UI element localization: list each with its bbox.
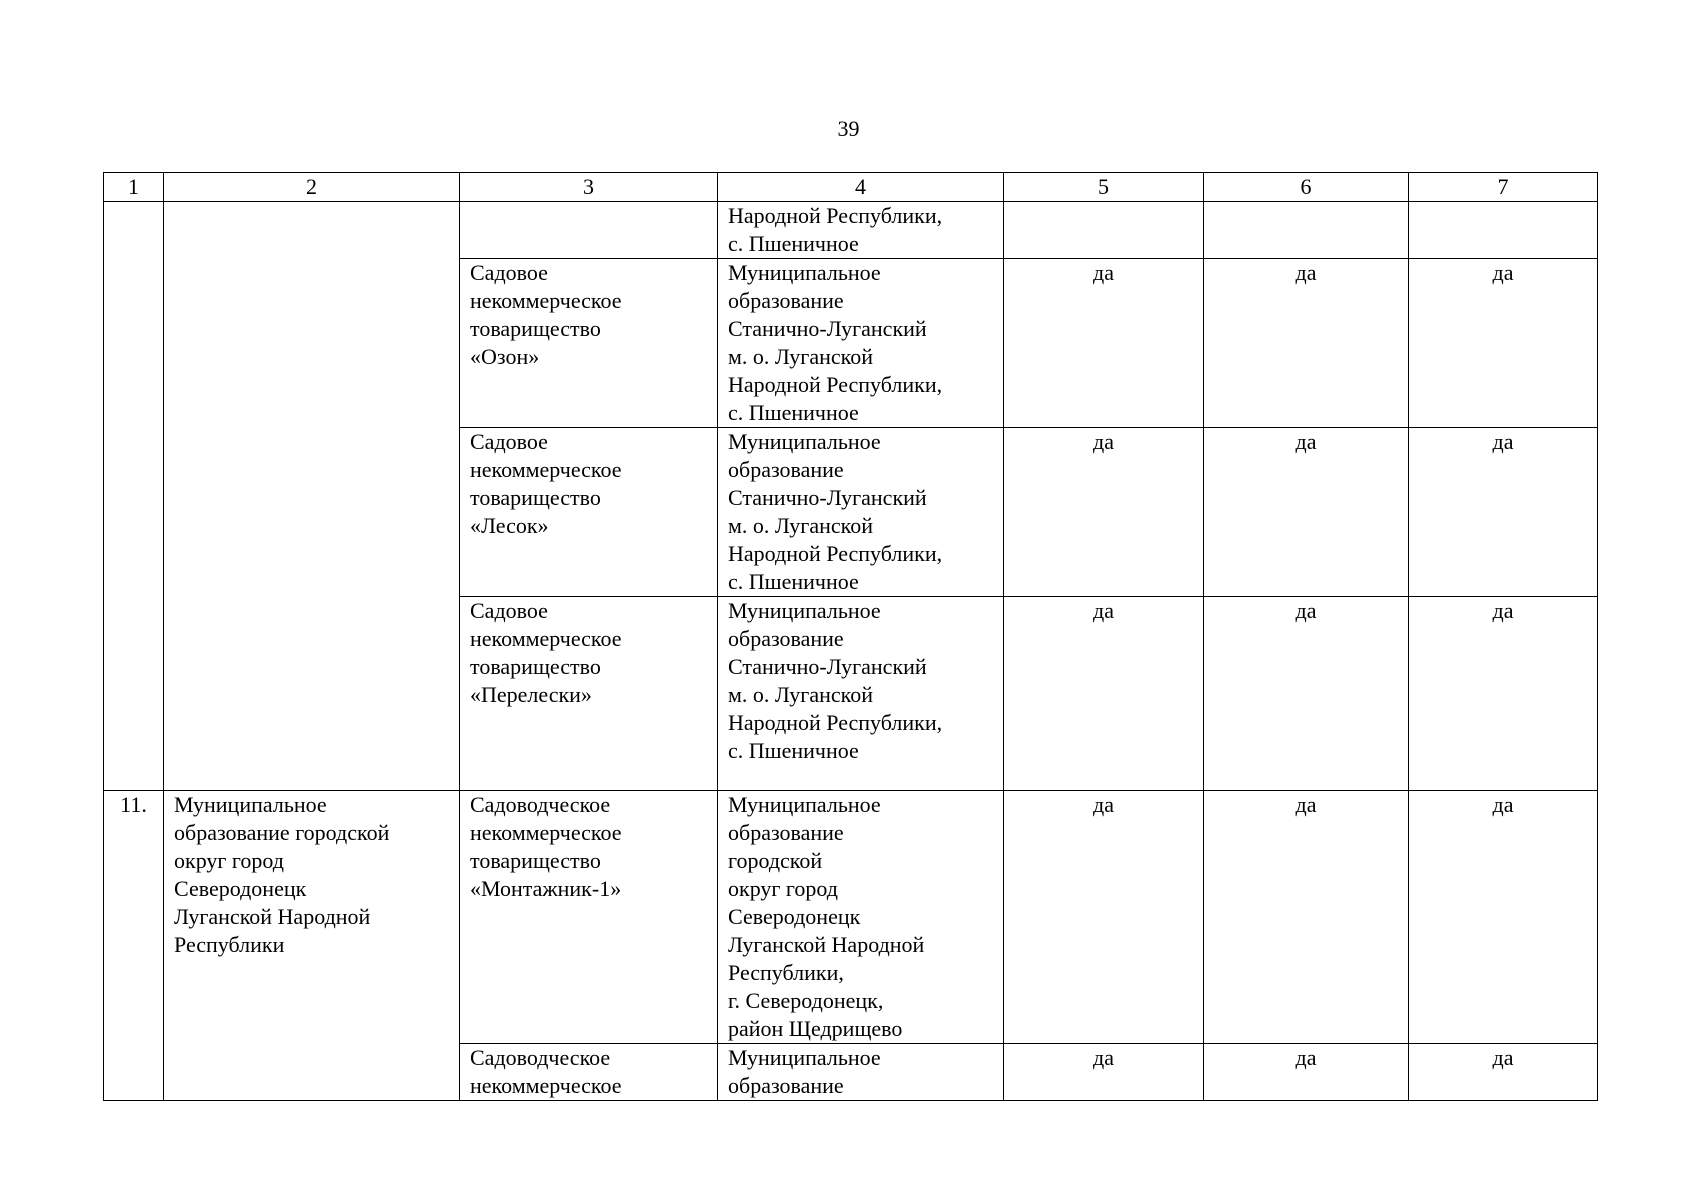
column-5-cell: да bbox=[1004, 259, 1204, 428]
number-cell-continued bbox=[104, 202, 164, 791]
column-7-cell bbox=[1409, 202, 1598, 259]
organization-cell bbox=[460, 202, 718, 259]
column-6-cell: да bbox=[1204, 597, 1409, 791]
table-row bbox=[104, 202, 1598, 259]
column-7-cell: да bbox=[1409, 428, 1598, 597]
column-7-cell: да bbox=[1409, 791, 1598, 1044]
column-number-1: 1 bbox=[104, 173, 164, 202]
organization-cell: Садовое некоммерческое товарищество «Перелески» bbox=[460, 597, 718, 791]
address-cell: Муниципальное образование Станично-Луганский м. о. Луганской Народной Республики, с. Пшеничное bbox=[718, 259, 1004, 428]
column-7-cell: да bbox=[1409, 597, 1598, 791]
column-5-cell bbox=[1004, 202, 1204, 259]
column-number-4: 4 bbox=[718, 173, 1004, 202]
column-6-cell bbox=[1204, 202, 1409, 259]
column-7-cell: да bbox=[1409, 1044, 1598, 1101]
column-5-cell: да bbox=[1004, 597, 1204, 791]
municipality-cell-continued bbox=[164, 202, 460, 791]
organization-cell: Садоводческое некоммерческое bbox=[460, 1044, 718, 1101]
column-number-6: 6 bbox=[1204, 173, 1409, 202]
column-5-cell: да bbox=[1004, 1044, 1204, 1101]
column-6-cell: да bbox=[1204, 791, 1409, 1044]
address-cell: Муниципальное образование городской округ город Северодонецк Луганской Народной Республики, г. Северодонецк, район Щедрищево bbox=[718, 791, 1004, 1044]
document-table bbox=[103, 172, 1598, 1101]
column-number-row bbox=[104, 173, 1598, 202]
organization-cell: Садоводческое некоммерческое товарищество «Монтажник-1» bbox=[460, 791, 718, 1044]
column-number-5: 5 bbox=[1004, 173, 1204, 202]
column-5-cell: да bbox=[1004, 791, 1204, 1044]
column-6-cell: да bbox=[1204, 428, 1409, 597]
address-cell: Муниципальное образование Станично-Луганский м. о. Луганской Народной Республики, с. Пшеничное bbox=[718, 597, 1004, 791]
column-number-7: 7 bbox=[1409, 173, 1598, 202]
address-cell: Муниципальное образование Станично-Луганский м. о. Луганской Народной Республики, с. Пшеничное bbox=[718, 428, 1004, 597]
column-number-2: 2 bbox=[164, 173, 460, 202]
organization-cell: Садовое некоммерческое товарищество «Озон» bbox=[460, 259, 718, 428]
address-cell: Народной Республики, с. Пшеничное bbox=[718, 202, 1004, 259]
organization-cell: Садовое некоммерческое товарищество «Лесок» bbox=[460, 428, 718, 597]
table-row bbox=[104, 791, 1598, 1044]
page-number: 39 bbox=[837, 116, 860, 141]
column-5-cell: да bbox=[1004, 428, 1204, 597]
column-7-cell: да bbox=[1409, 259, 1598, 428]
row-number-cell: 11. bbox=[104, 791, 164, 1101]
address-cell: Муниципальное образование bbox=[718, 1044, 1004, 1101]
column-6-cell: да bbox=[1204, 1044, 1409, 1101]
column-6-cell: да bbox=[1204, 259, 1409, 428]
municipality-cell: Муниципальное образование городской округ город Северодонецк Луганской Народной Республики bbox=[164, 791, 460, 1101]
column-number-3: 3 bbox=[460, 173, 718, 202]
